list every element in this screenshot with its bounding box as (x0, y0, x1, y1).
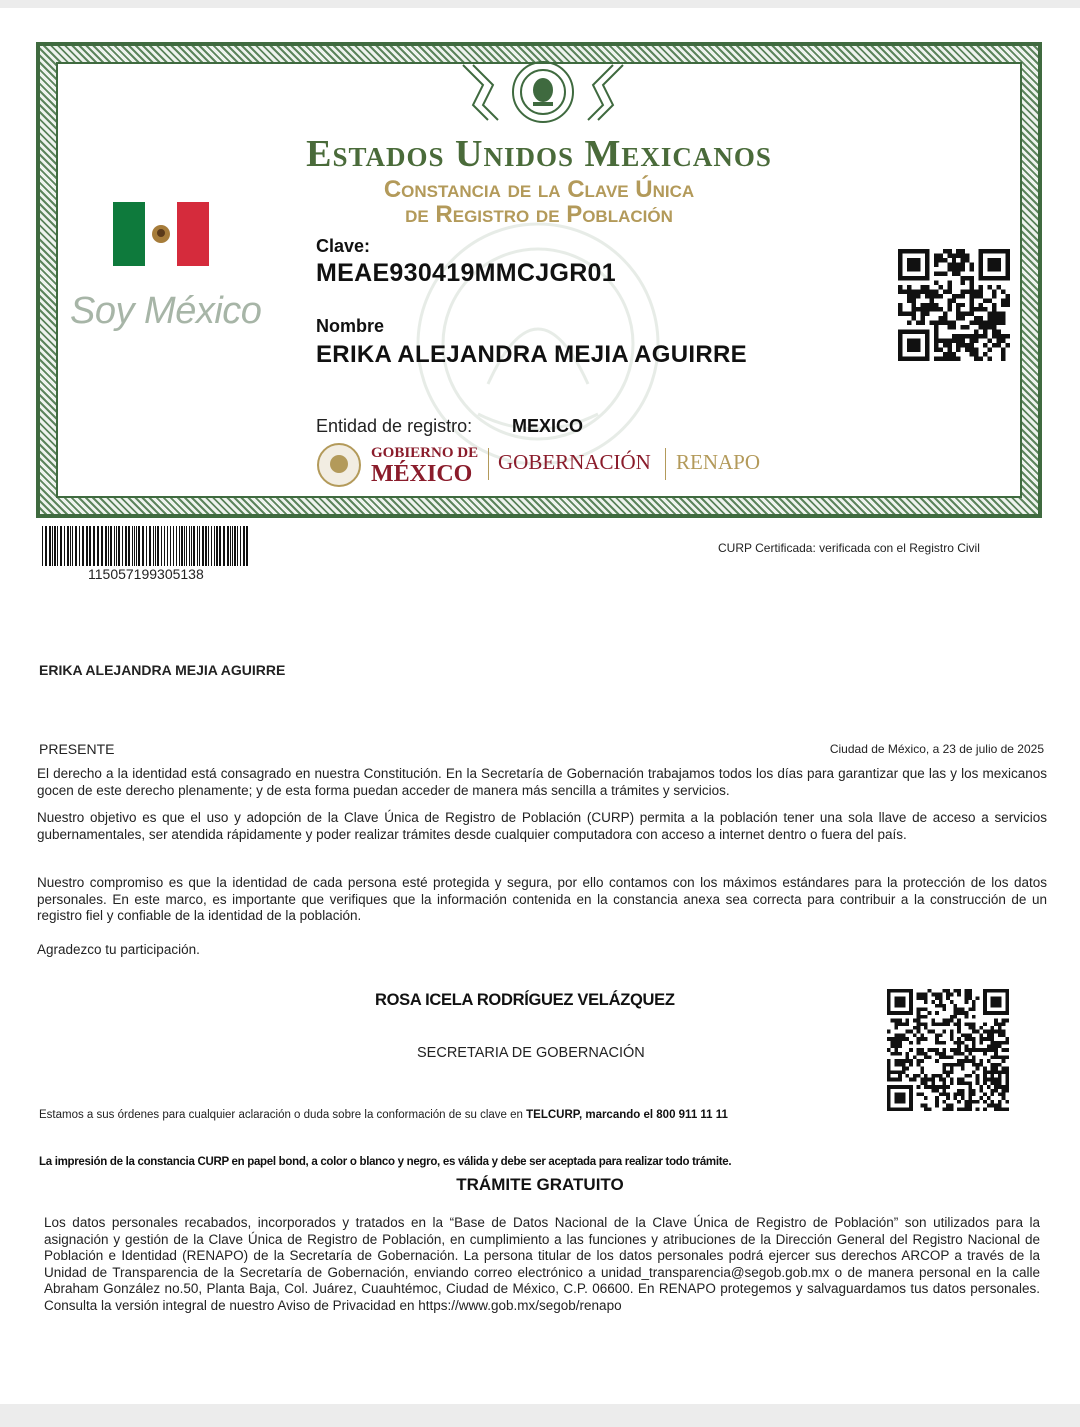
certified-note: CURP Certificada: verificada con el Registro Civil (718, 541, 980, 555)
soy-mexico-slogan: Soy México (70, 290, 262, 332)
logo-divider (488, 448, 489, 480)
contact-line (39, 1109, 728, 1121)
signer-title: SECRETARIA DE GOBERNACIÓN (417, 1045, 645, 1061)
certificate-border (40, 46, 1038, 514)
logo-divider (665, 448, 666, 480)
gobernacion-logo: GOBERNACIÓN (498, 450, 651, 474)
clave-label: Clave: (316, 236, 371, 256)
nombre-value: ERIKA ALEJANDRA MEJIA AGUIRRE (316, 341, 747, 368)
greeting: PRESENTE (39, 741, 115, 757)
recipient-name: ERIKA ALEJANDRA MEJIA AGUIRRE (39, 662, 286, 678)
barcode-icon (42, 526, 252, 566)
certificate-qr-code-icon (898, 249, 1010, 361)
letter-qr-code-icon (887, 989, 1009, 1111)
national-emblem-icon (453, 60, 633, 130)
barcode-number: 115057199305138 (88, 566, 204, 582)
gobierno-line1: GOBIERNO DE (371, 445, 479, 461)
privacy-notice: Los datos personales recabados, incorporados y tratados en la “Base de Datos Nacional de la Clave Única de Registro de Población” son utilizados para la asignación y gestión de la Clave Única de Registro de Población, en cumplimiento a las funciones y atribuciones de la Dirección General del Registro Nacional de Población e Identidad (RENAPO) de la Secretaría de Gobernación. La persona titular de los datos personales podrá ejercer sus derechos ARCOP a través de la Unidad de Transparencia de la Secretaría de Gobernación, enviando correo electrónico a unidad_transparencia@segob.gob.mx o de manera personal en la calle Abraham González no.50, Planta Baja, Col. Juárez, Cuauhtémoc, Ciudad de México, C.P. 06600. En RENAPO protegemos y salvaguardamos tus datos personales. Consulta la versión integral de nuestro Aviso de Privacidad en https://www.gob.mx/segob/renapo (44, 1215, 1040, 1313)
renapo-logo: RENAPO (676, 450, 761, 474)
signer-name: ROSA ICELA RODRÍGUEZ VELÁZQUEZ (375, 991, 675, 1009)
free-procedure-label: TRÁMITE GRATUITO (456, 1175, 624, 1194)
certificate-subtitle-line1: Constancia de la Clave Única (383, 176, 695, 203)
certificate-body (56, 62, 1022, 498)
paragraph-3: Nuestro compromiso es que la identidad de cada persona esté protegida y segura, por ello contamos con los máximos estándares para la protección de los datos personales. En este marco, es importante que verifiques que la información contenida en la constancia anexa sea correcta para contribuir a la construcción de un registro fiel y confiable de la identidad de la población. (37, 875, 1047, 923)
closing: Agradezco tu participación. (37, 942, 200, 957)
date-place: Ciudad de México, a 23 de julio de 2025 (829, 742, 1044, 756)
government-logos (316, 442, 796, 490)
gobierno-line2: MÉXICO (371, 461, 473, 487)
print-validity-note: La impresión de la constancia CURP en papel bond, a color o blanco y negro, es válida y debe ser aceptada para realizar todo trámite. (39, 1156, 732, 1168)
clave-value: MEAE930419MMCJGR01 (316, 259, 616, 287)
gobierno-de-mexico-logo (371, 446, 478, 486)
certificate-country-title: Estados Unidos Mexicanos (306, 133, 772, 175)
top-bar (0, 0, 1080, 8)
certificate-subtitle-line2: de Registro de Población (405, 201, 673, 228)
gobierno-seal-icon (316, 442, 362, 488)
entidad-label: Entidad de registro: (316, 416, 473, 436)
mexico-flag-icon (113, 202, 209, 266)
paragraph-1: El derecho a la identidad está consagrado en nuestra Constitución. En la Secretaría de Gobernación trabajamos todos los días para garantizar que las y los mexicanos gocen de este derecho plenamente; y de esta forma puedan acceder de manera más sencilla a trámites y servicios. (37, 766, 1047, 798)
curp-certificate (36, 42, 1042, 518)
contact-text: Estamos a sus órdenes para cualquier aclaración o duda sobre la conformación de su clave en (39, 1109, 523, 1121)
entidad-value: MEXICO (512, 416, 584, 436)
bottom-bar (0, 1404, 1080, 1427)
contact-phone: TELCURP, marcando el 800 911 11 11 (526, 1109, 728, 1121)
nombre-label: Nombre (316, 316, 385, 336)
paragraph-2: Nuestro objetivo es que el uso y adopción de la Clave Única de Registro de Población (CURP) permita a la población tener una sola llave de acceso a servicios gubernamentales, ser atendida rápidamente y poder realizar trámites desde cualquier computadora con acceso a internet dentro o fuera del país. (37, 810, 1047, 842)
